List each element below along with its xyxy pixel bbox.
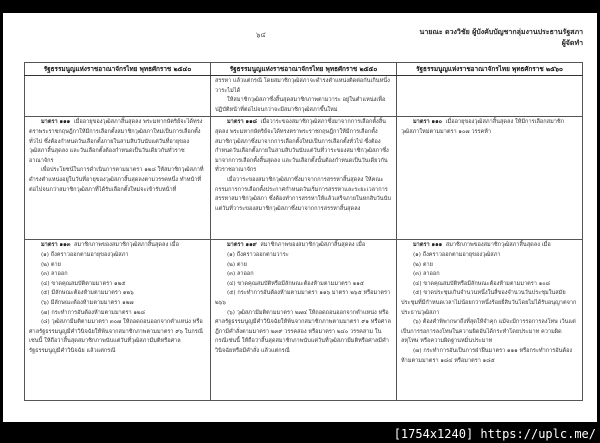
- list-item: (๒) ตาย: [413, 261, 433, 268]
- list-item: (๔) ขาดคุณสมบัติตามมาตรา ๑๒๕: [41, 280, 126, 287]
- column-header-2540: รัฐธรรมนูญแห่งราชอาณาจักรไทย พุทธศักราช ๒๕๔๐: [25, 63, 211, 76]
- list-item: (๑) ถึงคราวออกตามอายุของวุฒิสภา: [413, 251, 501, 258]
- list-item: (๗) กระทำการอันเป็นการฝ่าฝืนมาตรา ๑๑๑ หรือกระทำการอันต้องห้ามตามมาตรา ๑๘๔ หรือมาตรา ๑๘๕: [401, 347, 573, 364]
- list-item: (๕) มีลักษณะต้องห้ามตามมาตรา ๑๒๖: [41, 290, 134, 297]
- cell-2540-section: [25, 117, 211, 240]
- list-item: (๖) วุฒิสภามีมติตามมาตรา ๒๗๔ ให้ถอดถอนออกจากตำแหน่ง หรือศาลรัฐธรรมนูญมีคำวินิจฉัยให้พ้นจากสมาชิกภาพตามมาตรา ๙๑ หรือศาลฎีกามีคำสั่งตามมาตรา ๒๓๙ วรรคสอง หรือมาตรา ๒๔๐ วรรคสาม ในกรณีเช่นนี้ ให้ถือว่าสิ้นสุดสมาชิกภาพนับแต่วันที่วุฒิสภามีมติหรือศาลมีคำวินิจฉัยหรือมีคำสั่ง แล้วแต่กรณี: [215, 309, 391, 354]
- paragraph: สรรหา แล้วแต่กรณี โดยสมาชิกวุฒิสภาจะดำรงตำแหน่งติดต่อกันเกินหนึ่งวาระไม่ได้: [215, 78, 390, 94]
- section-number: มาตรา ๑๑๑: [41, 119, 71, 126]
- list-item: (๕) ขาดประชุมเกินจำนวนหนึ่งในสี่ของจำนวนวันประชุมในสมัยประชุมที่มีกำหนดเวลาไม่น้อยกว่าหนึ่งร้อยยี่สิบวันโดยไม่ได้รับอนุญาตจากประธานวุฒิสภา: [401, 290, 577, 316]
- document-page: [3, 13, 597, 422]
- list-item: (๔) ขาดคุณสมบัติหรือมีลักษณะต้องห้ามตามมาตรา ๑๐๘: [413, 280, 550, 287]
- list-item: (๖) ต้องคำพิพากษาถึงที่สุดให้จำคุก แม้จะมีการรอการลงโทษ เว้นแต่เป็นการรอการลงโทษในความผิดอันได้กระทำโดยประมาท ความผิดลหุโทษ หรือความผิดฐานหมิ่นประมาท: [401, 319, 576, 345]
- column-header-2550: รัฐธรรมนูญแห่งราชอาณาจักรไทย พุทธศักราช ๒๕๕๐: [211, 63, 397, 76]
- section-text: สมาชิกภาพของสมาชิกวุฒิสภาสิ้นสุดลง เมื่อ: [74, 242, 179, 249]
- cell-2560-membership: [397, 240, 583, 401]
- comparison-table: [24, 62, 583, 401]
- list-item: (๒) ตาย: [41, 261, 61, 268]
- paragraph: [215, 118, 392, 176]
- section-number: มาตรา ๑๑๑: [413, 242, 443, 249]
- section-text: เมื่ออายุของวุฒิสภาสิ้นสุดลง พระมหากษัตริย์จะได้ทรงตราพระราชกฤษฎีกาให้มีการเลือกตั้งสมาชิกวุฒิสภาใหม่เป็นการเลือกตั้งทั่วไป ซึ่งต้องกำหนดวันเลือกตั้งภายในสามสิบวันนับแต่วันที่อายุของวุฒิสภาสิ้นสุดลง และวันเลือกตั้งต้องกำหนดเป็นวันเดียวกันทั่วราชอาณาจักร: [29, 119, 203, 164]
- list-item: (๑) ถึงคราวออกตามวาระ: [227, 251, 289, 258]
- paragraph: เมื่อวาระของสมาชิกวุฒิสภาซึ่งมาจากการสรรหาสิ้นสุดลง ให้คณะกรรมการการเลือกตั้งประกาศกำหนดวันเริ่มการสรรหาและระยะเวลาการสรรหาสมาชิกวุฒิสภา ซึ่งต้องทำการสรรหาให้แล้วเสร็จภายในหกสิบวันนับแต่วันที่วาระของสมาชิกวุฒิสภาซึ่งมาจากการสรรหาสิ้นสุดลง: [215, 176, 391, 212]
- list-item: (๖) มีลักษณะต้องห้ามตามมาตรา ๑๒๗: [41, 299, 134, 306]
- paragraph: เพื่อประโยชน์ในการดำเนินการตามมาตรา ๑๒๘ ให้สมาชิกวุฒิสภาที่ดำรงตำแหน่งอยู่ในวันที่อายุของวุฒิสภาสิ้นสุดลงตามวรรคหนึ่ง ทำหน้าที่ต่อไปจนกว่าสมาชิกวุฒิสภาที่ได้รับเลือกตั้งใหม่จะเข้ารับหน้าที่: [29, 167, 204, 193]
- section-text: สมาชิกภาพของสมาชิกวุฒิสภาสิ้นสุดลง เมื่อ: [260, 242, 366, 249]
- section-number: มาตรา ๑๑๙: [227, 242, 257, 249]
- table-row: [25, 76, 583, 117]
- paragraph: [401, 118, 578, 137]
- cell-2550-continued: [211, 76, 397, 117]
- table-row: [25, 117, 583, 240]
- section-text: สมาชิกภาพของสมาชิกวุฒิสภาสิ้นสุดลง เมื่อ: [445, 242, 551, 249]
- section-number: มาตรา ๑๑๓: [41, 242, 71, 249]
- paragraph: [29, 118, 206, 166]
- watermark-text: [1754x1240] https://uplc.me/: [393, 427, 596, 441]
- author-role: ผู้จัดทำ: [561, 39, 583, 47]
- list-item: (๑) ถึงคราวออกตามอายุของวุฒิสภา: [41, 251, 129, 258]
- paragraph: [215, 241, 392, 251]
- list-item: (๓) ลาออก: [41, 271, 68, 278]
- cell-2550-section: [211, 117, 397, 240]
- table-row: [25, 240, 583, 401]
- section-number: มาตรา ๑๑๘: [227, 119, 257, 126]
- cell-2560-section: [397, 117, 583, 240]
- author-line: นายณะ ดวงวิชัย ผู้บังคับบัญชากลุ่มงานประธานรัฐสภา: [419, 28, 583, 36]
- cell-2550-membership: [211, 240, 397, 401]
- list-item: (๕) กระทำการอันต้องห้ามตามมาตรา ๑๑๖ มาตรา ๒๖๕ หรือมาตรา ๒๖๖: [215, 290, 391, 306]
- list-item: (๔) ขาดคุณสมบัติหรือมีลักษณะต้องห้ามตามมาตรา ๑๑๕: [227, 280, 365, 287]
- section-text: เมื่ออายุของวุฒิสภาสิ้นสุดลง ให้มีการเลือกสมาชิกวุฒิสภาใหม่ตามมาตรา ๑๐๗ วรรคห้า: [401, 119, 565, 135]
- column-header-2560: รัฐธรรมนูญแห่งราชอาณาจักรไทย พุทธศักราช ๒๕๖๐: [397, 63, 583, 76]
- author-block: [420, 27, 583, 49]
- list-item: (๓) ลาออก: [227, 271, 254, 278]
- list-item: (๘) วุฒิสภามีมติตามมาตรา ๓๐๗ ให้ถอดถอนออกจากตำแหน่ง หรือศาลรัฐธรรมนูญมีคำวินิจฉัยให้พ้นจากสมาชิกภาพตามมาตรา ๙๖ ในกรณีเช่นนี้ ให้ถือว่าสิ้นสุดสมาชิกภาพนับแต่วันที่วุฒิสภามีมติหรือศาลรัฐธรรมนูญมีคำวินิจฉัย แล้วแต่กรณี: [29, 319, 203, 354]
- page-number: ๖๔: [256, 31, 266, 39]
- cell-2540-membership: [25, 240, 211, 401]
- table-header-row: [25, 63, 583, 76]
- list-item: (๗) กระทำการอันต้องห้ามตามมาตรา ๑๒๘: [41, 309, 145, 316]
- list-item: (๓) ลาออก: [413, 271, 440, 278]
- section-text: เมื่อวาระของสมาชิกวุฒิสภาซึ่งมาจากการเลือกตั้งสิ้นสุดลง พระมหากษัตริย์จะได้ทรงตราพระราชกฤษฎีกาให้มีการเลือกตั้งสมาชิกวุฒิสภาซึ่งมาจากการเลือกตั้งใหม่เป็นการเลือกตั้งทั่วไป ซึ่งต้องกำหนดวันเลือกตั้งภายในสามสิบวันนับแต่วันที่วาระของสมาชิกวุฒิสภาซึ่งมาจากการเลือกตั้งสิ้นสุดลง และวันเลือกตั้งนั้นต้องกำหนดเป็นวันเดียวกันทั่วราชอาณาจักร: [215, 119, 389, 174]
- list-item: (๒) ตาย: [227, 261, 247, 268]
- paragraph: ให้สมาชิกวุฒิสภาซึ่งสิ้นสุดสมาชิกภาพตามวาระ อยู่ในตำแหน่งเพื่อปฏิบัติหน้าที่ต่อไปจนกว่าจะมีสมาชิกวุฒิสภาขึ้นใหม่: [215, 97, 386, 113]
- paragraph: [401, 241, 578, 251]
- cell-2540-continued: [25, 76, 211, 117]
- paragraph: [29, 241, 206, 251]
- section-number: มาตรา ๑๑๐: [413, 119, 443, 126]
- cell-2560-continued: [397, 76, 583, 117]
